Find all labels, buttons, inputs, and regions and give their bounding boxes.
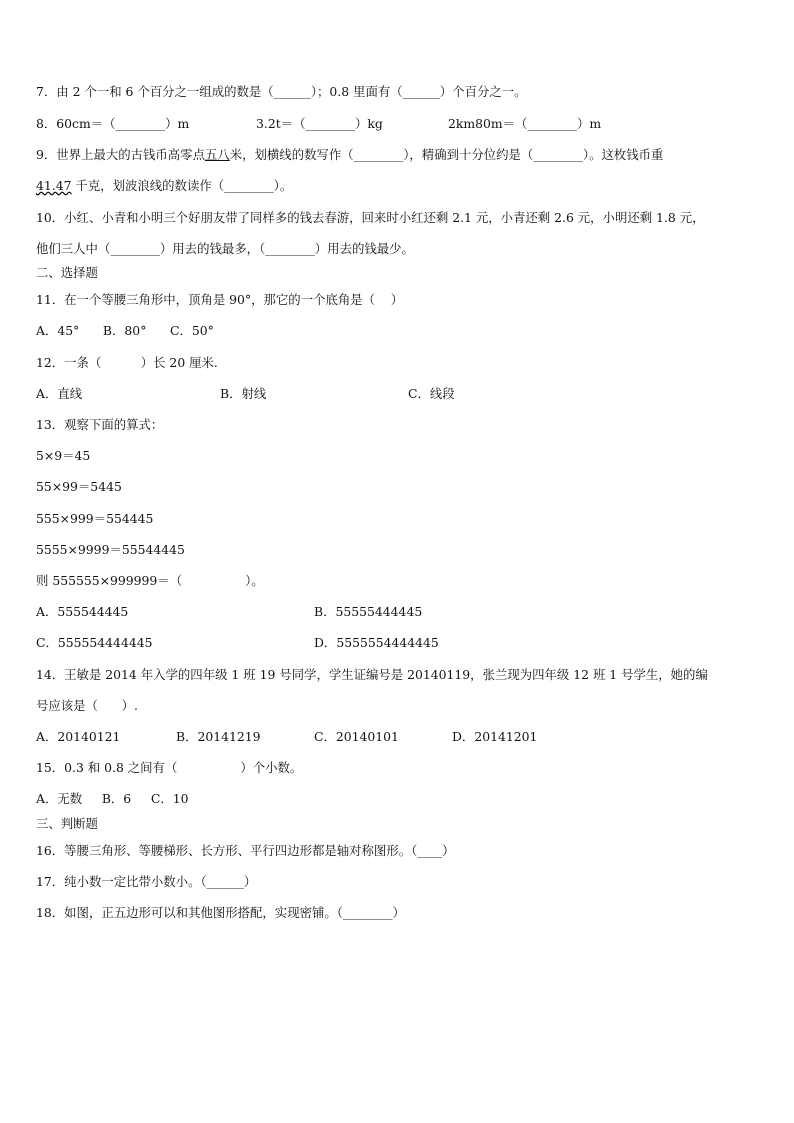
question-10-line1: 10．小红、小青和小明三个好朋友带了同样多的钱去春游，回来时小红还剩 2.1 元，小青还剩 2.6 元，小明还剩 1.8 元， <box>36 210 705 225</box>
q14-option-b: B．20141219 <box>176 729 261 744</box>
q13-equation-1: 5×9＝45 <box>36 448 91 463</box>
q13-option-b: B．55555444445 <box>314 604 423 619</box>
q14-option-c: C．20140101 <box>314 729 399 744</box>
question-13: 13．观察下面的算式： <box>36 417 164 432</box>
q14-option-a: A．20140121 <box>36 729 121 744</box>
q14-option-d: D．20141201 <box>452 729 538 744</box>
q12-option-b: B．射线 <box>220 386 267 401</box>
q9-wavy-number: 41.47 <box>36 178 72 193</box>
question-11: 11．在一个等腰三角形中，顶角是 90°，那它的一个底角是（ ） <box>36 292 404 307</box>
question-11-options: A．45° B．80° C．50° <box>36 323 214 338</box>
q13-question: 则 555555×999999＝（ ）。 <box>36 573 264 588</box>
question-10-line2: 他们三人中（________）用去的钱最多，（________）用去的钱最少。 <box>36 241 414 256</box>
question-18: 18．如图，正五边形可以和其他图形搭配，实现密铺。（________） <box>36 905 405 920</box>
q13-equation-3: 555×999＝554445 <box>36 511 154 526</box>
question-9-line2 <box>36 178 292 194</box>
question-14-line1: 14．王敏是 2014 年入学的四年级 1 班 19 号同学，学生证编号是 20140119，张兰现为四年级 12 班 1 号学生，她的编 <box>36 667 708 682</box>
section-judge-heading: 三、判断题 <box>36 816 98 831</box>
question-8a: 8．60cm＝（________）m <box>36 116 190 131</box>
question-17: 17．纯小数一定比带小数小。（______） <box>36 874 257 889</box>
q13-equation-2: 55×99＝5445 <box>36 479 122 494</box>
question-8c: 2km80m＝（________）m <box>448 116 602 131</box>
question-14-line2: 号应该是（ ）. <box>36 698 138 713</box>
q13-option-d: D．5555554444445 <box>314 635 439 650</box>
q12-option-c: C．线段 <box>408 386 455 401</box>
question-9-line1 <box>36 147 663 163</box>
question-7: 7．由 2 个一和 6 个百分之一组成的数是（______）；0.8 里面有（______）个百分之一。 <box>36 84 527 99</box>
question-16: 16．等腰三角形、等腰梯形、长方形、平行四边形都是轴对称图形。（____） <box>36 843 455 858</box>
q12-option-a: A．直线 <box>36 386 83 401</box>
q13-option-a: A．555544445 <box>36 604 129 619</box>
question-8b: 3.2t＝（________）kg <box>256 116 383 131</box>
q9-underlined-number: 五八 <box>204 147 230 162</box>
q9-text-c: 米，划横线的数写作（________），精确到十分位约是（________）。这枚钱币重 <box>229 147 664 162</box>
question-12: 12．一条（ ）长 20 厘米. <box>36 355 218 370</box>
question-15-options: A．无数 B．6 C．10 <box>36 791 189 806</box>
q9-text-a: 9．世界上最大的古钱币高零点 <box>36 147 205 162</box>
q13-option-c: C．555554444445 <box>36 635 153 650</box>
section-choice-heading: 二、选择题 <box>36 265 98 280</box>
q13-equation-4: 5555×9999＝55544445 <box>36 542 185 557</box>
q9-text-d: 千克，划波浪线的数读作（________）。 <box>71 178 293 193</box>
question-15: 15．0.3 和 0.8 之间有（ ）个小数。 <box>36 760 303 775</box>
